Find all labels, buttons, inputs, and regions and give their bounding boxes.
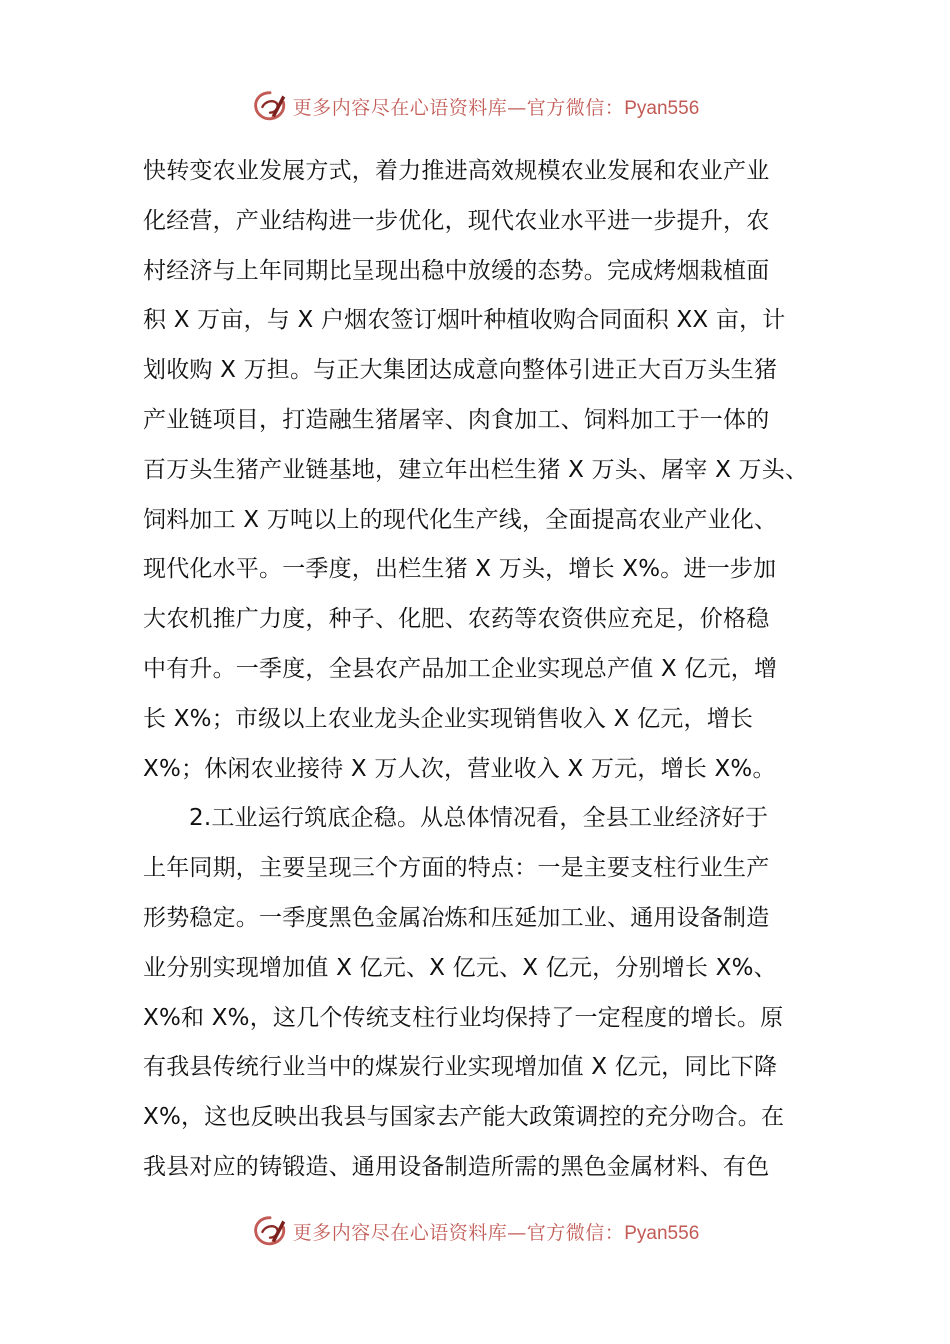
text-line: 村经济与上年同期比呈现出稳中放缓的态势。完成烤烟栽植面 [143,257,770,284]
text-line: X%；休闲农业接待 X 万人次，营业收入 X 万元，增长 X%。 [143,755,776,782]
text-line: 积 X 万亩，与 X 户烟农签订烟叶种植收购合同面积 XX 亩，计 [143,307,786,334]
text-line: 长 X%；市级以上农业龙头企业实现销售收入 X 亿元，增长 [143,705,754,732]
text-line: 2.工业运行筑底企稳。从总体情况看，全县工业经济好于 [189,805,769,832]
text-line: 现代化水平。一季度，出栏生猪 X 万头，增长 X%。进一步加 [143,556,777,583]
text-line: X%，这也反映出我县与国家去产能大政策调控的充分吻合。在 [143,1104,785,1131]
watermark-middle: 官方微信： [526,1221,625,1244]
text-line: 形势稳定。一季度黑色金属冶炼和压延加工业、通用设备制造 [143,904,770,931]
text-line: 上年同期，主要呈现三个方面的特点：一是主要支柱行业生产 [143,855,770,882]
watermark-prefix: 更多内容尽在心语资料库— [292,96,527,119]
text-line: 大农机推广力度，种子、化肥、农药等农资供应充足，价格稳 [143,606,770,633]
text-line: 化经营，产业结构进一步优化，现代农业水平进一步提升，农 [143,207,770,234]
watermark-middle: 官方微信： [526,96,625,119]
document-body [143,147,833,1193]
watermark-account: Pyan556 [624,1222,700,1244]
watermark-prefix: 更多内容尽在心语资料库— [292,1221,527,1244]
pen-swirl-icon [251,1212,289,1250]
watermark-text [293,93,700,120]
text-line: 快转变农业发展方式，着力推进高效规模农业发展和农业产业 [143,158,770,184]
text-line: 划收购 X 万担。与正大集团达成意向整体引进正大百万头生猪 [143,357,778,384]
watermark-text [293,1218,700,1245]
text-line: 我县对应的铸锻造、通用设备制造所需的黑色金属材料、有色 [143,1153,770,1180]
text-line: 中有升。一季度，全县农产品加工企业实现总产值 X 亿元，增 [143,655,778,682]
pen-swirl-icon [251,87,289,125]
text-line: 业分别实现增加值 X 亿元、X 亿元、X 亿元，分别增长 X%、 [143,954,777,981]
text-line: 产业链项目，打造融生猪屠宰、肉食加工、饲料加工于一体的 [143,406,770,433]
text-line: 有我县传统行业当中的煤炭行业实现增加值 X 亿元，同比下降 [143,1054,778,1081]
watermark-footer [0,1211,950,1251]
text-line: X%和 X%，这几个传统支柱行业均保持了一定程度的增长。原 [143,1004,784,1031]
watermark-account: Pyan556 [624,97,700,119]
watermark-header [0,86,950,126]
text-line: 饲料加工 X 万吨以上的现代化生产线，全面提高农业产业化、 [143,506,778,533]
text-line: 百万头生猪产业链基地，建立年出栏生猪 X 万头、屠宰 X 万头、 [143,456,809,483]
